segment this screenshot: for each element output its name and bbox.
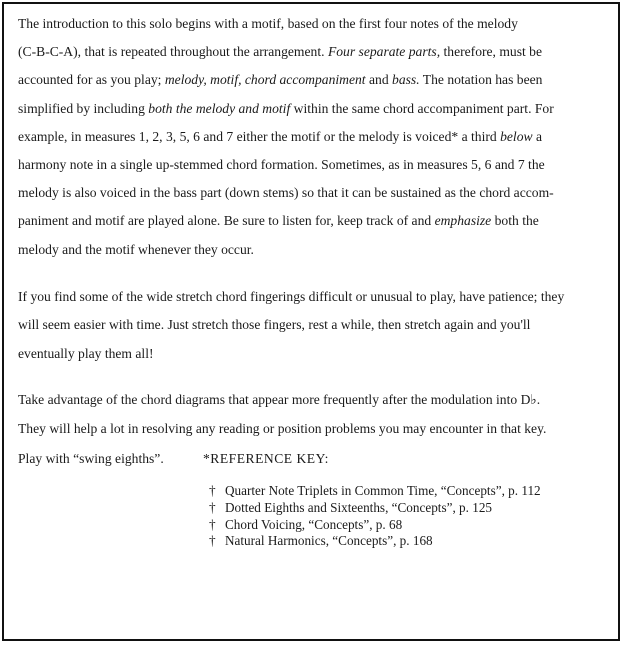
text-line [18,207,613,235]
paragraph-intro [18,10,613,264]
dagger-icon: † [209,533,216,549]
paragraph-chord-diagrams [18,386,613,443]
text: therefore, must be [443,44,543,60]
document-content [18,10,613,550]
emphasis-text: below [500,128,533,144]
text: melody and the motif whenever they occur. [18,241,254,257]
text-line [18,95,613,123]
list-item [209,533,613,550]
emphasis-text: emphasize [434,213,492,229]
reference-text: Dotted Eighths and Sixteenths, “Concepts”, p. 125 [225,499,493,515]
text: a [535,128,543,144]
text: They will help a lot in resolving any reading or position problems you may encounter in that key. [18,420,547,436]
text: harmony note in a single up-stemmed chord formation. Sometimes, as in measures 5, 6 and 7 the [18,157,545,173]
text-line [18,386,613,415]
text: and [369,72,389,88]
list-item [209,500,613,517]
reference-key-title: *REFERENCE KEY: [203,451,329,467]
text: The notation has been [422,72,543,88]
play-and-reference-row [18,445,613,473]
reference-key-list [18,483,613,549]
emphasis-text: Four separate parts, [327,44,441,60]
text: melody is also voiced in the bass part (down stems) so that it can be sustained as the chord accom- [18,185,554,201]
emphasis-text: bass. [392,72,420,88]
text: paniment and motif are played alone. Be sure to listen for, keep track of and [18,213,432,229]
text-line [18,179,613,207]
text-line [18,10,613,38]
text-line [18,415,613,444]
dagger-icon: † [209,516,216,532]
dagger-icon: † [209,499,216,515]
list-item [209,483,613,500]
text: simplified by including [18,100,145,116]
reference-text: Natural Harmonics, “Concepts”, p. 168 [225,533,433,549]
text-line [18,38,613,66]
text-line [18,340,613,369]
reference-text: Chord Voicing, “Concepts”, p. 68 [225,516,403,532]
reference-text: Quarter Note Triplets in Common Time, “Concepts”, p. 112 [225,483,541,499]
text: both the [494,213,539,229]
text: example, in measures 1, 2, 3, 5, 6 and 7 either the motif or the melody is voiced* a third [18,128,497,144]
text: eventually play them all! [18,345,154,361]
text: accounted for as you play; [18,72,162,88]
text-line [18,123,613,151]
text-line [18,66,613,94]
text: Take advantage of the chord diagrams that appear more frequently after the modulation into D♭. [18,392,541,408]
text: The introduction to this solo begins with a motif, based on the first four notes of the melody [18,16,518,31]
emphasis-text: melody, motif, chord accompaniment [164,72,366,88]
text-line [18,151,613,179]
text: will seem easier with time. Just stretch those fingers, rest a while, then stretch again and you'll [18,317,531,333]
text: (C-B-C-A), that is repeated throughout the arrangement. [18,44,325,60]
list-item [209,517,613,534]
emphasis-text: both the melody and motif [148,100,291,116]
text: within the same chord accompaniment part. For [293,100,554,116]
paragraph-fingerings [18,283,613,369]
text-line [18,283,613,312]
document-page [2,2,620,641]
dagger-icon: † [209,483,216,499]
text-line [18,236,613,264]
play-note: Play with “swing eighths”. [18,451,164,467]
text: If you find some of the wide stretch chord fingerings difficult or unusual to play, have patience; they [18,288,565,304]
text-line [18,311,613,340]
